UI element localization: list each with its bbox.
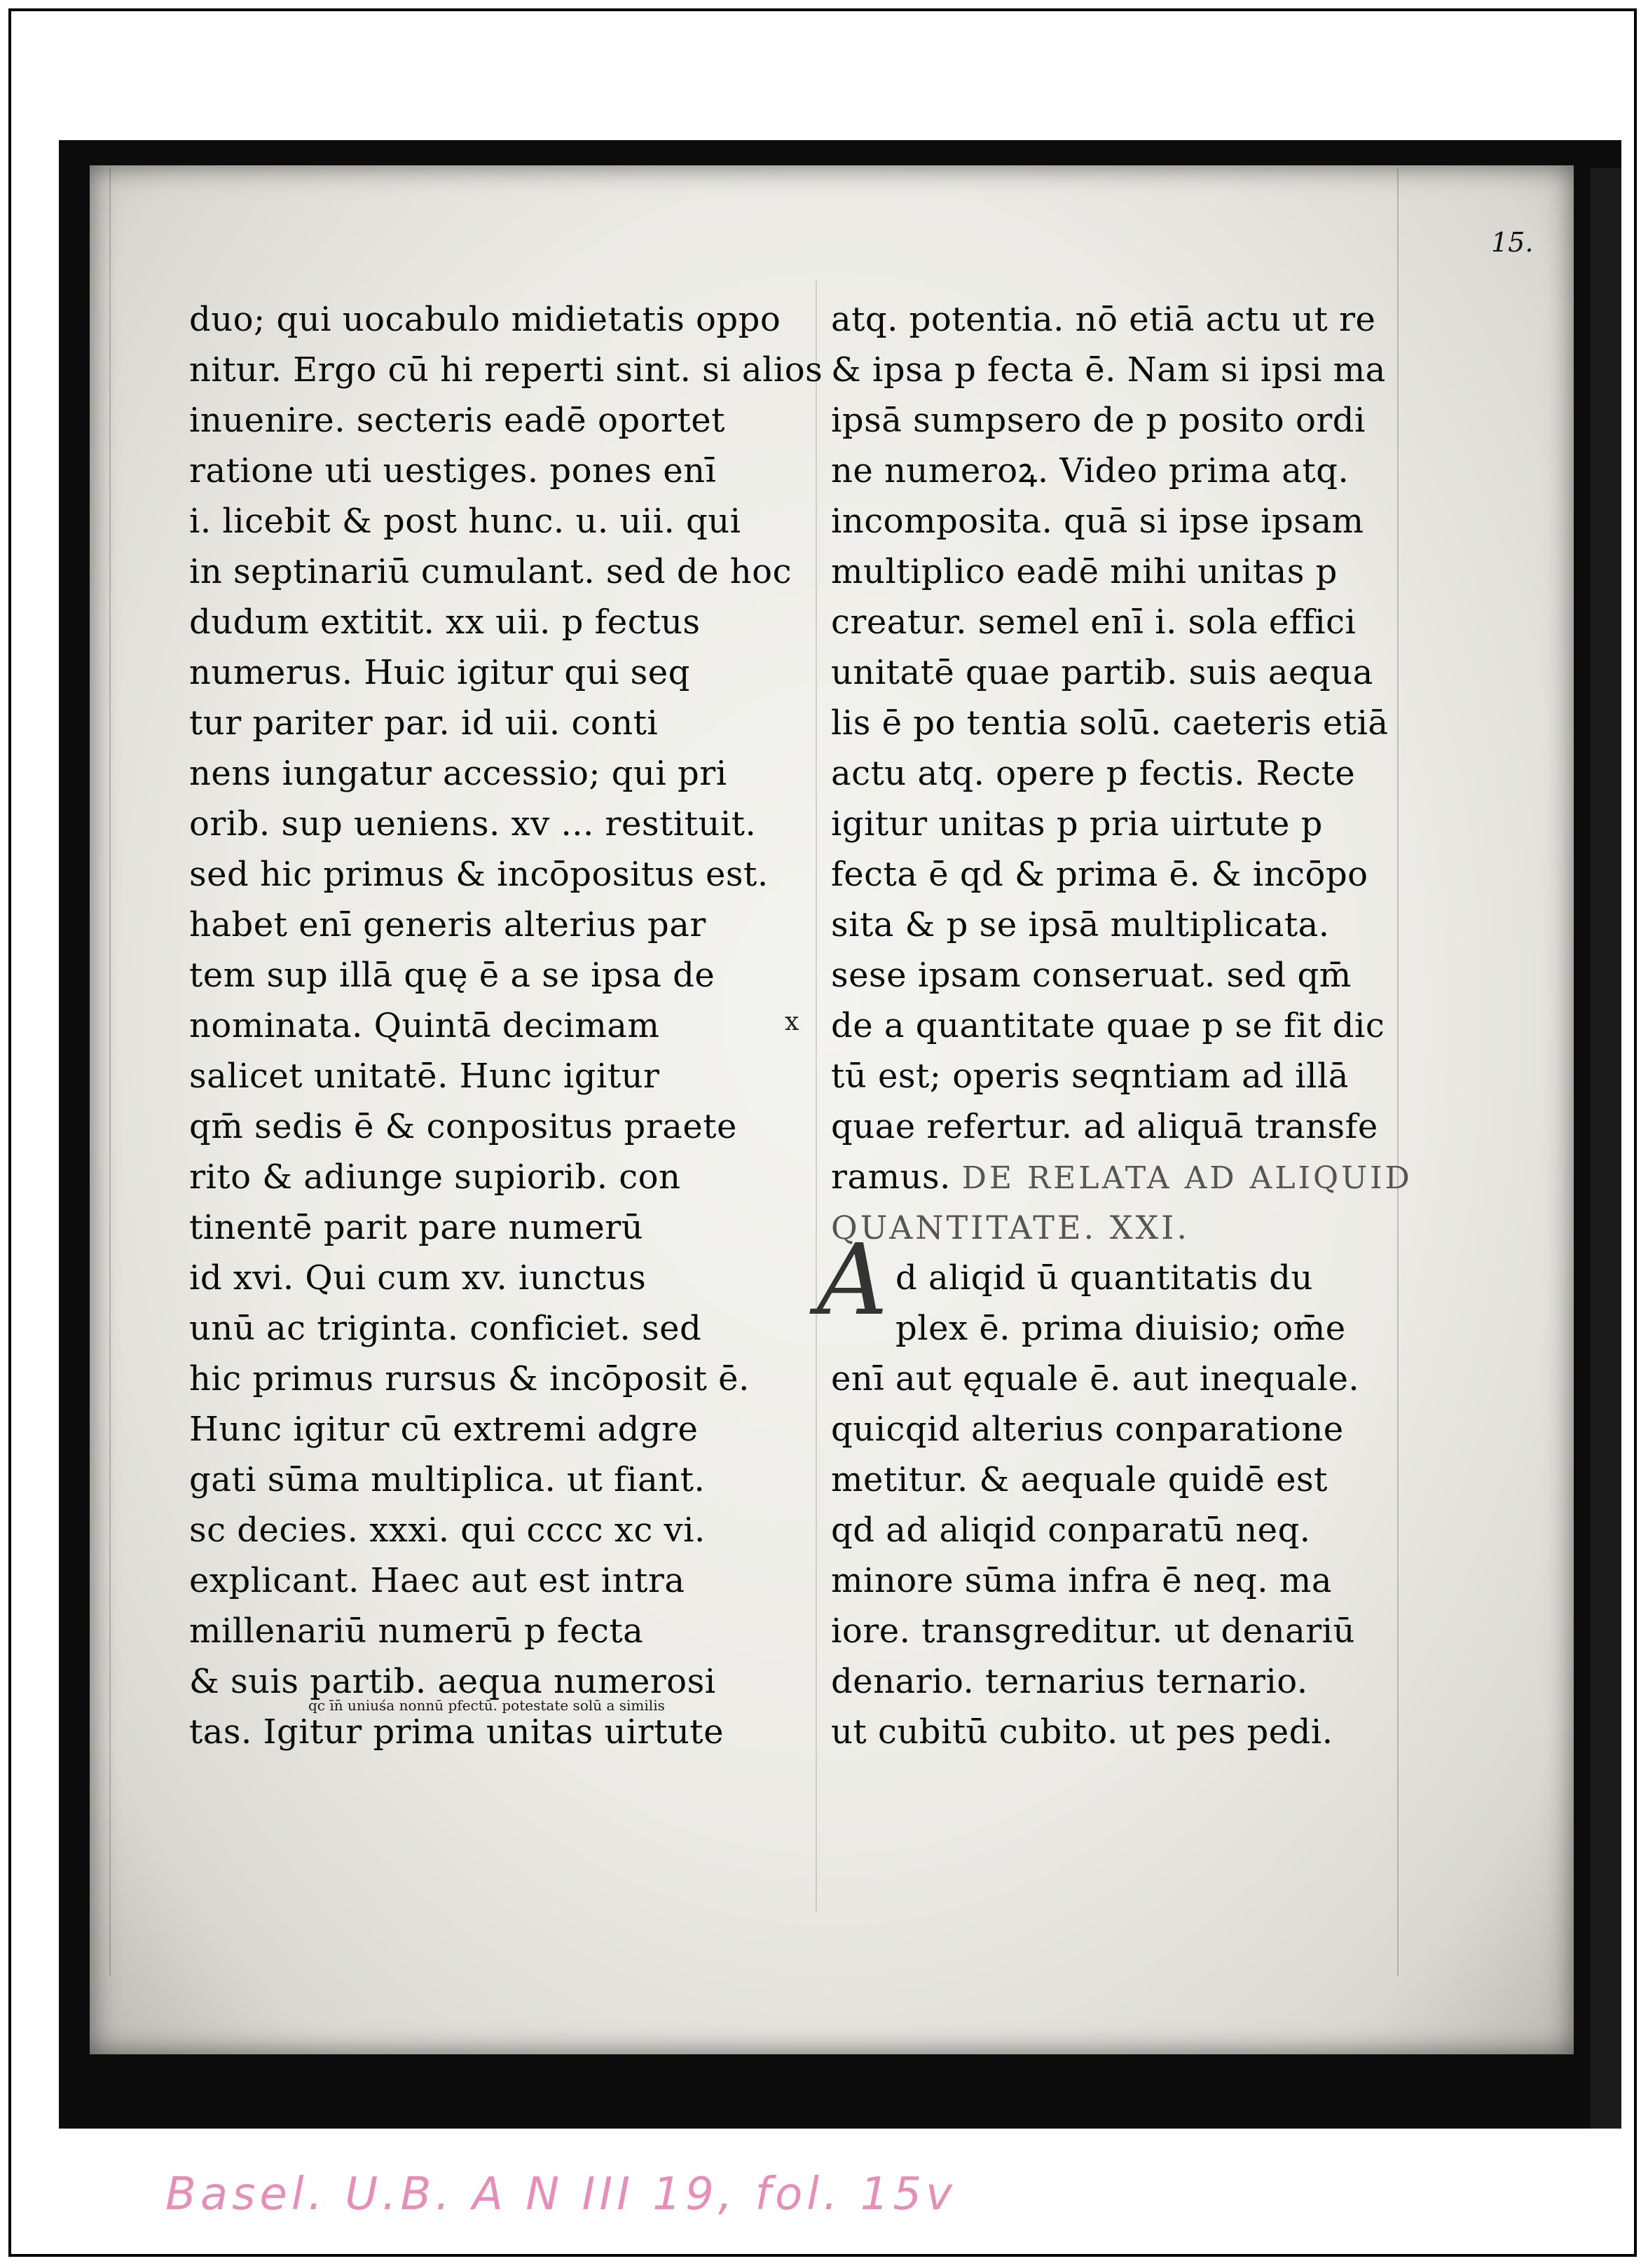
right-column-line: de a quantitate quae p se fit dic	[831, 1006, 1385, 1045]
left-column-line: dudum extitit. xx uii. p fectus	[189, 603, 701, 642]
right-column-line: quicqid alterius conparatione	[831, 1410, 1344, 1449]
photo-edge-shadow	[1591, 168, 1621, 2129]
left-column-line: rito & adiunge supiorib. con	[189, 1157, 681, 1197]
right-column-line: iore. transgreditur. ut denariū	[831, 1611, 1355, 1651]
right-column-line: denario. ternarius ternario.	[831, 1662, 1308, 1701]
margin-mark: x	[785, 1008, 799, 1036]
right-column-line: ut cubitū cubito. ut pes pedi.	[831, 1712, 1333, 1752]
right-column-line: tū est; operis seqntiam ad illā	[831, 1057, 1349, 1096]
left-column-line: unū ac triginta. conficiet. sed	[189, 1309, 702, 1348]
rubric-inline-text: DE RELATA AD ALIQUID	[961, 1160, 1413, 1196]
left-column-line: nens iungatur accessio; qui pri	[189, 754, 727, 793]
right-column-line: sita & p se ipsā multiplicata.	[831, 905, 1330, 944]
right-column-line: igitur unitas p pria uirtute p	[831, 804, 1323, 844]
right-column-line: d aliqid ū quantitatis du	[895, 1258, 1313, 1298]
right-column-line: unitatē quae partib. suis aequa	[831, 653, 1373, 692]
left-column-line: qm̄ sedis ē & conpositus praete	[189, 1107, 737, 1146]
left-column-line: inuenire. secteris eadē oportet	[189, 401, 725, 440]
right-column-line: & ipsa p fecta ē. Nam si ipsi ma	[831, 350, 1386, 390]
left-column-line: tinentē parit pare numerū	[189, 1208, 644, 1247]
folio-number: 15.	[1491, 227, 1534, 258]
right-column-line: quae refertur. ad aliquā transfe	[831, 1107, 1378, 1146]
left-column-line: sc decies. xxxi. qui cccc xc vi.	[189, 1511, 706, 1550]
right-column-line: multiplico eadē mihi unitas p	[831, 552, 1338, 591]
left-column-line: hic primus rursus & incōposit ē.	[189, 1359, 750, 1398]
right-column-line: metitur. & aequale quidē est	[831, 1460, 1328, 1499]
right-column-line: sese ipsam conseruat. sed qm̄	[831, 956, 1352, 995]
left-column-line: ratione uti uestiges. pones enī	[189, 451, 717, 490]
right-column-line: incomposita. quā si ipse ipsam	[831, 502, 1364, 541]
right-column-line: atq. potentia. nō etiā actu ut re	[831, 300, 1376, 339]
left-column-line: gati sūma multiplica. ut fiant.	[189, 1460, 706, 1499]
right-column-line: creatur. semel enī i. sola effici	[831, 603, 1357, 642]
right-column-line: enī aut ęquale ē. aut inequale.	[831, 1359, 1360, 1398]
left-column-line: Hunc igitur cū extremi adgre	[189, 1410, 699, 1449]
right-text-column	[817, 294, 1434, 1757]
right-column-line: ipsā sumpsero de p posito ordi	[831, 401, 1366, 440]
right-column-line: lis ē po tentia solū. caeteris etiā	[831, 703, 1389, 743]
right-column-bottom-text	[831, 1303, 1434, 1757]
left-column-line: nitur. Ergo cū hi reperti sint. si alios	[189, 350, 823, 390]
ruling-line-left	[109, 168, 111, 1976]
right-column-line: ne numeroꝝ. Video prima atq.	[831, 451, 1350, 490]
left-column-line: tem sup illā quę ē a se ipsa de	[189, 956, 715, 995]
left-column-line: explicant. Haec aut est intra	[189, 1561, 685, 1600]
left-column-line: orib. sup ueniens. xv ... restituit.	[189, 804, 757, 844]
left-column-line: sed hic primus & incōpositus est.	[189, 855, 769, 894]
decorated-initial: A	[817, 1223, 888, 1338]
left-column-line: tas. Igitur prima unitas uirtute	[189, 1712, 724, 1752]
left-column-line: nominata. Quintā decimam	[189, 1006, 660, 1045]
right-column-line: actu atq. opere p fectis. Recte	[831, 754, 1356, 793]
archive-caption: Basel. U.B. A N III 19, fol. 15v	[165, 2169, 956, 2220]
left-column-line: duo; qui uocabulo midietatis oppo	[189, 300, 781, 339]
right-column-line: qd ad aliqid conparatū neq.	[831, 1511, 1311, 1550]
interlinear-note: qc īn̄ uniuśa nonnū pfectū. potestate solū a similis	[308, 1697, 665, 1714]
left-column-line: tur pariter par. id uii. conti	[189, 703, 659, 743]
right-column-line: ramus.	[831, 1157, 951, 1197]
rubric-heading-line	[831, 1152, 1434, 1202]
left-column-line: millenariū numerū p fecta	[189, 1611, 644, 1651]
left-column-line: & suis partib. aequa numerosi	[189, 1662, 716, 1701]
left-column-line: numerus. Huic igitur qui seq	[189, 653, 690, 692]
right-column-top-text	[831, 294, 1434, 1152]
ruling-line-middle	[816, 280, 817, 1913]
left-column-line: salicet unitatē. Hunc igitur	[189, 1057, 660, 1096]
right-column-line: fecta ē qd & prima ē. & incōpo	[831, 855, 1368, 894]
left-column-line: in septinariū cumulant. sed de hoc	[189, 552, 792, 591]
left-column-line: i. licebit & post hunc. u. uii. qui	[189, 502, 741, 541]
left-column-line: habet enī generis alterius par	[189, 905, 706, 944]
left-column-line: id xvi. Qui cum xv. iunctus	[189, 1258, 647, 1298]
right-column-line: minore sūma infra ē neq. ma	[831, 1561, 1332, 1600]
right-column-line: plex ē. prima diuisio; om̄e	[895, 1309, 1346, 1348]
rubric-line: QUANTITATE. XXI.	[831, 1209, 1190, 1246]
left-text-column	[189, 294, 823, 1757]
